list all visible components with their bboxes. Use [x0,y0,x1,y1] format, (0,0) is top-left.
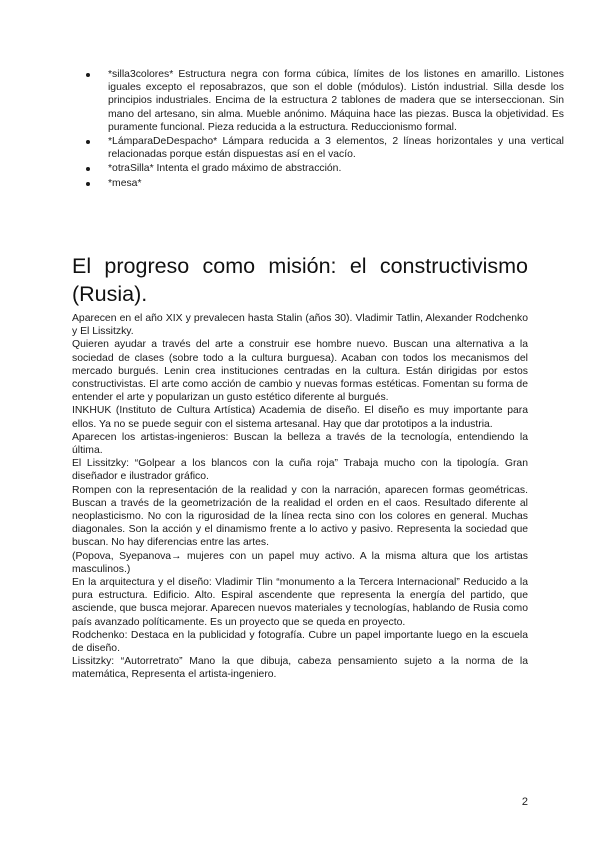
bullet-list [72,68,564,191]
section-body [72,312,528,682]
list-item [108,177,564,190]
list-item-text: *mesa* [108,177,142,189]
page-number: 2 [521,796,528,808]
bullet-icon [86,167,90,171]
bullet-icon [86,182,90,186]
paragraph: INKHUK (Instituto de Cultura Artística) Academia de diseño. El diseño es muy importante para ellos. Ya no se puede seguir con el sistema artesanal. Hay que dar prototipos a la industria. [72,405,528,430]
bullet-icon [86,73,90,77]
list-item [108,135,564,161]
paragraph: Rodchenko: Destaca en la publicidad y fotografía. Cubre un papel importante luego en la escuela de diseño. [72,629,528,655]
paragraph: Aparecen los artistas-ingenieros: Buscan la belleza a través de la tecnología, entendiendo la última. [72,431,528,457]
list-item [108,68,564,134]
paragraph: Aparecen en el año XIX y prevalecen hasta Stalin (años 30). Vladimir Tatlin, Alexander Rodchenko y El Lissitzky. [72,313,528,338]
list-item-text: *silla3colores* Estructura negra con forma cúbica, límites de los listones en amarillo. Listones iguales excepto el reposabrazos, que son el doble (módulos). Listón industrial. Silla desde los principios industriales. Encima de la estructura 2 tablones de madera que se interseccionan. Sin mano del artesano, sin alma. Mueble anónimo. Máquina hace las piezas. Busca la objetividad. Es puramente funcional. Pieza reducida a la estructura. Reduccionismo formal. [108,69,564,133]
paragraph: (Popova, Syepanova→ mujeres con un papel muy activo. A la misma altura que los artistas masculinos.) [72,550,528,575]
paragraph: Lissitzky: “Autorretrato” Mano la que dibuja, cabeza pensamiento sujeto a la norma de la matemática, Representa el artista-ingeniero. [72,656,528,681]
list-item-text: *LámparaDeDespacho* Lámpara reducida a 3 elementos, 2 líneas horizontales y una vertical relacionadas porque están dispuestas así en el vacío. [108,136,564,161]
list-item [108,162,564,175]
paragraph: Rompen con la representación de la realidad y con la narración, aparecen formas geométricas. Buscan a través de la geometrización de la realidad el orden en el caos. Resultado diferente al neoplasticismo. No con la rigurosidad de la línea recta sino con los colores en general. Muchas diagonales. Son la acción y el dinamismo frente a lo activo y pasivo. Representa la sociedad que buscan. No hay diferencias entre las artes. [72,484,528,549]
section-heading: El progreso como misión: el constructivismo (Rusia). [72,254,528,306]
bullet-icon [86,140,90,144]
list-item-text: *otraSilla* Intenta el grado máximo de abstracción. [108,163,342,175]
paragraph: Quieren ayudar a través del arte a construir ese hombre nuevo. Buscan una alternativa a la sociedad de clases (sobre todo a la cultura burguesa). Acaban con todos los mecanismos del mercado burgués. Lenin crea instituciones centradas en la cultura. Están dirigidas por estos constructivistas. El arte como acción de cambio y nuevas formas estéticas. Fomentan su forma de entender el arte y popularizan un gusto estético diferente al burgués. [72,339,528,404]
paragraph: En la arquitectura y el diseño: Vladimir Tlin “monumento a la Tercera Internacional” Reducido a la pura estructura. Edificio. Alto. Espiral ascendente que representa la energía del partido, que asciende, que busca mejorar. Aparecen nuevos materiales y tecnologías, hablando de Rusia como país avanzado políticamente. Es un proyecto que se queda en proyecto. [72,577,528,628]
paragraph: El Lissitzky: “Golpear a los blancos con la cuña roja” Trabaja mucho con la tipología. Gran diseñador e ilustrador gráfico. [72,458,528,483]
